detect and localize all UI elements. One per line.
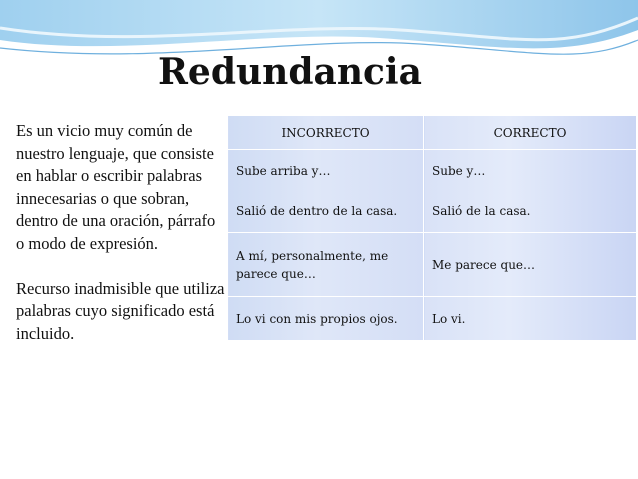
correct-cell: Lo vi. bbox=[424, 297, 637, 341]
incorrect-cell: A mí, personalmente, me parece que… bbox=[228, 233, 424, 297]
correct-example: Sube y… bbox=[432, 164, 486, 178]
incorrect-cell: Lo vi con mis propios ojos. bbox=[228, 297, 424, 341]
incorrect-example: Sube arriba y… bbox=[236, 164, 331, 178]
correct-example: Salió de la casa. bbox=[432, 204, 531, 218]
correct-cell bbox=[424, 150, 637, 233]
definition-paragraph: Es un vicio muy común de nuestro lenguaje, que consiste en hablar o escribir palabras innecesarias o que sobran, dentro de una oración, párrafo o modo de expresión. bbox=[16, 121, 216, 253]
slide-title: Redundancia bbox=[158, 51, 422, 93]
correct-cell: Me parece que… bbox=[424, 233, 637, 297]
incorrect-example: Salió de dentro de la casa. bbox=[236, 204, 398, 218]
header-correct: CORRECTO bbox=[424, 116, 637, 150]
header-incorrect: INCORRECTO bbox=[228, 116, 424, 150]
incorrect-cell bbox=[228, 150, 424, 233]
definition-text bbox=[16, 120, 226, 345]
table-header-row bbox=[228, 116, 637, 150]
table-row bbox=[228, 150, 637, 233]
table-row bbox=[228, 297, 637, 341]
comparison-table bbox=[227, 115, 637, 341]
note-paragraph: Recurso inadmisible que utiliza palabras cuyo significado está incluido. bbox=[16, 278, 225, 343]
table-row bbox=[228, 233, 637, 297]
